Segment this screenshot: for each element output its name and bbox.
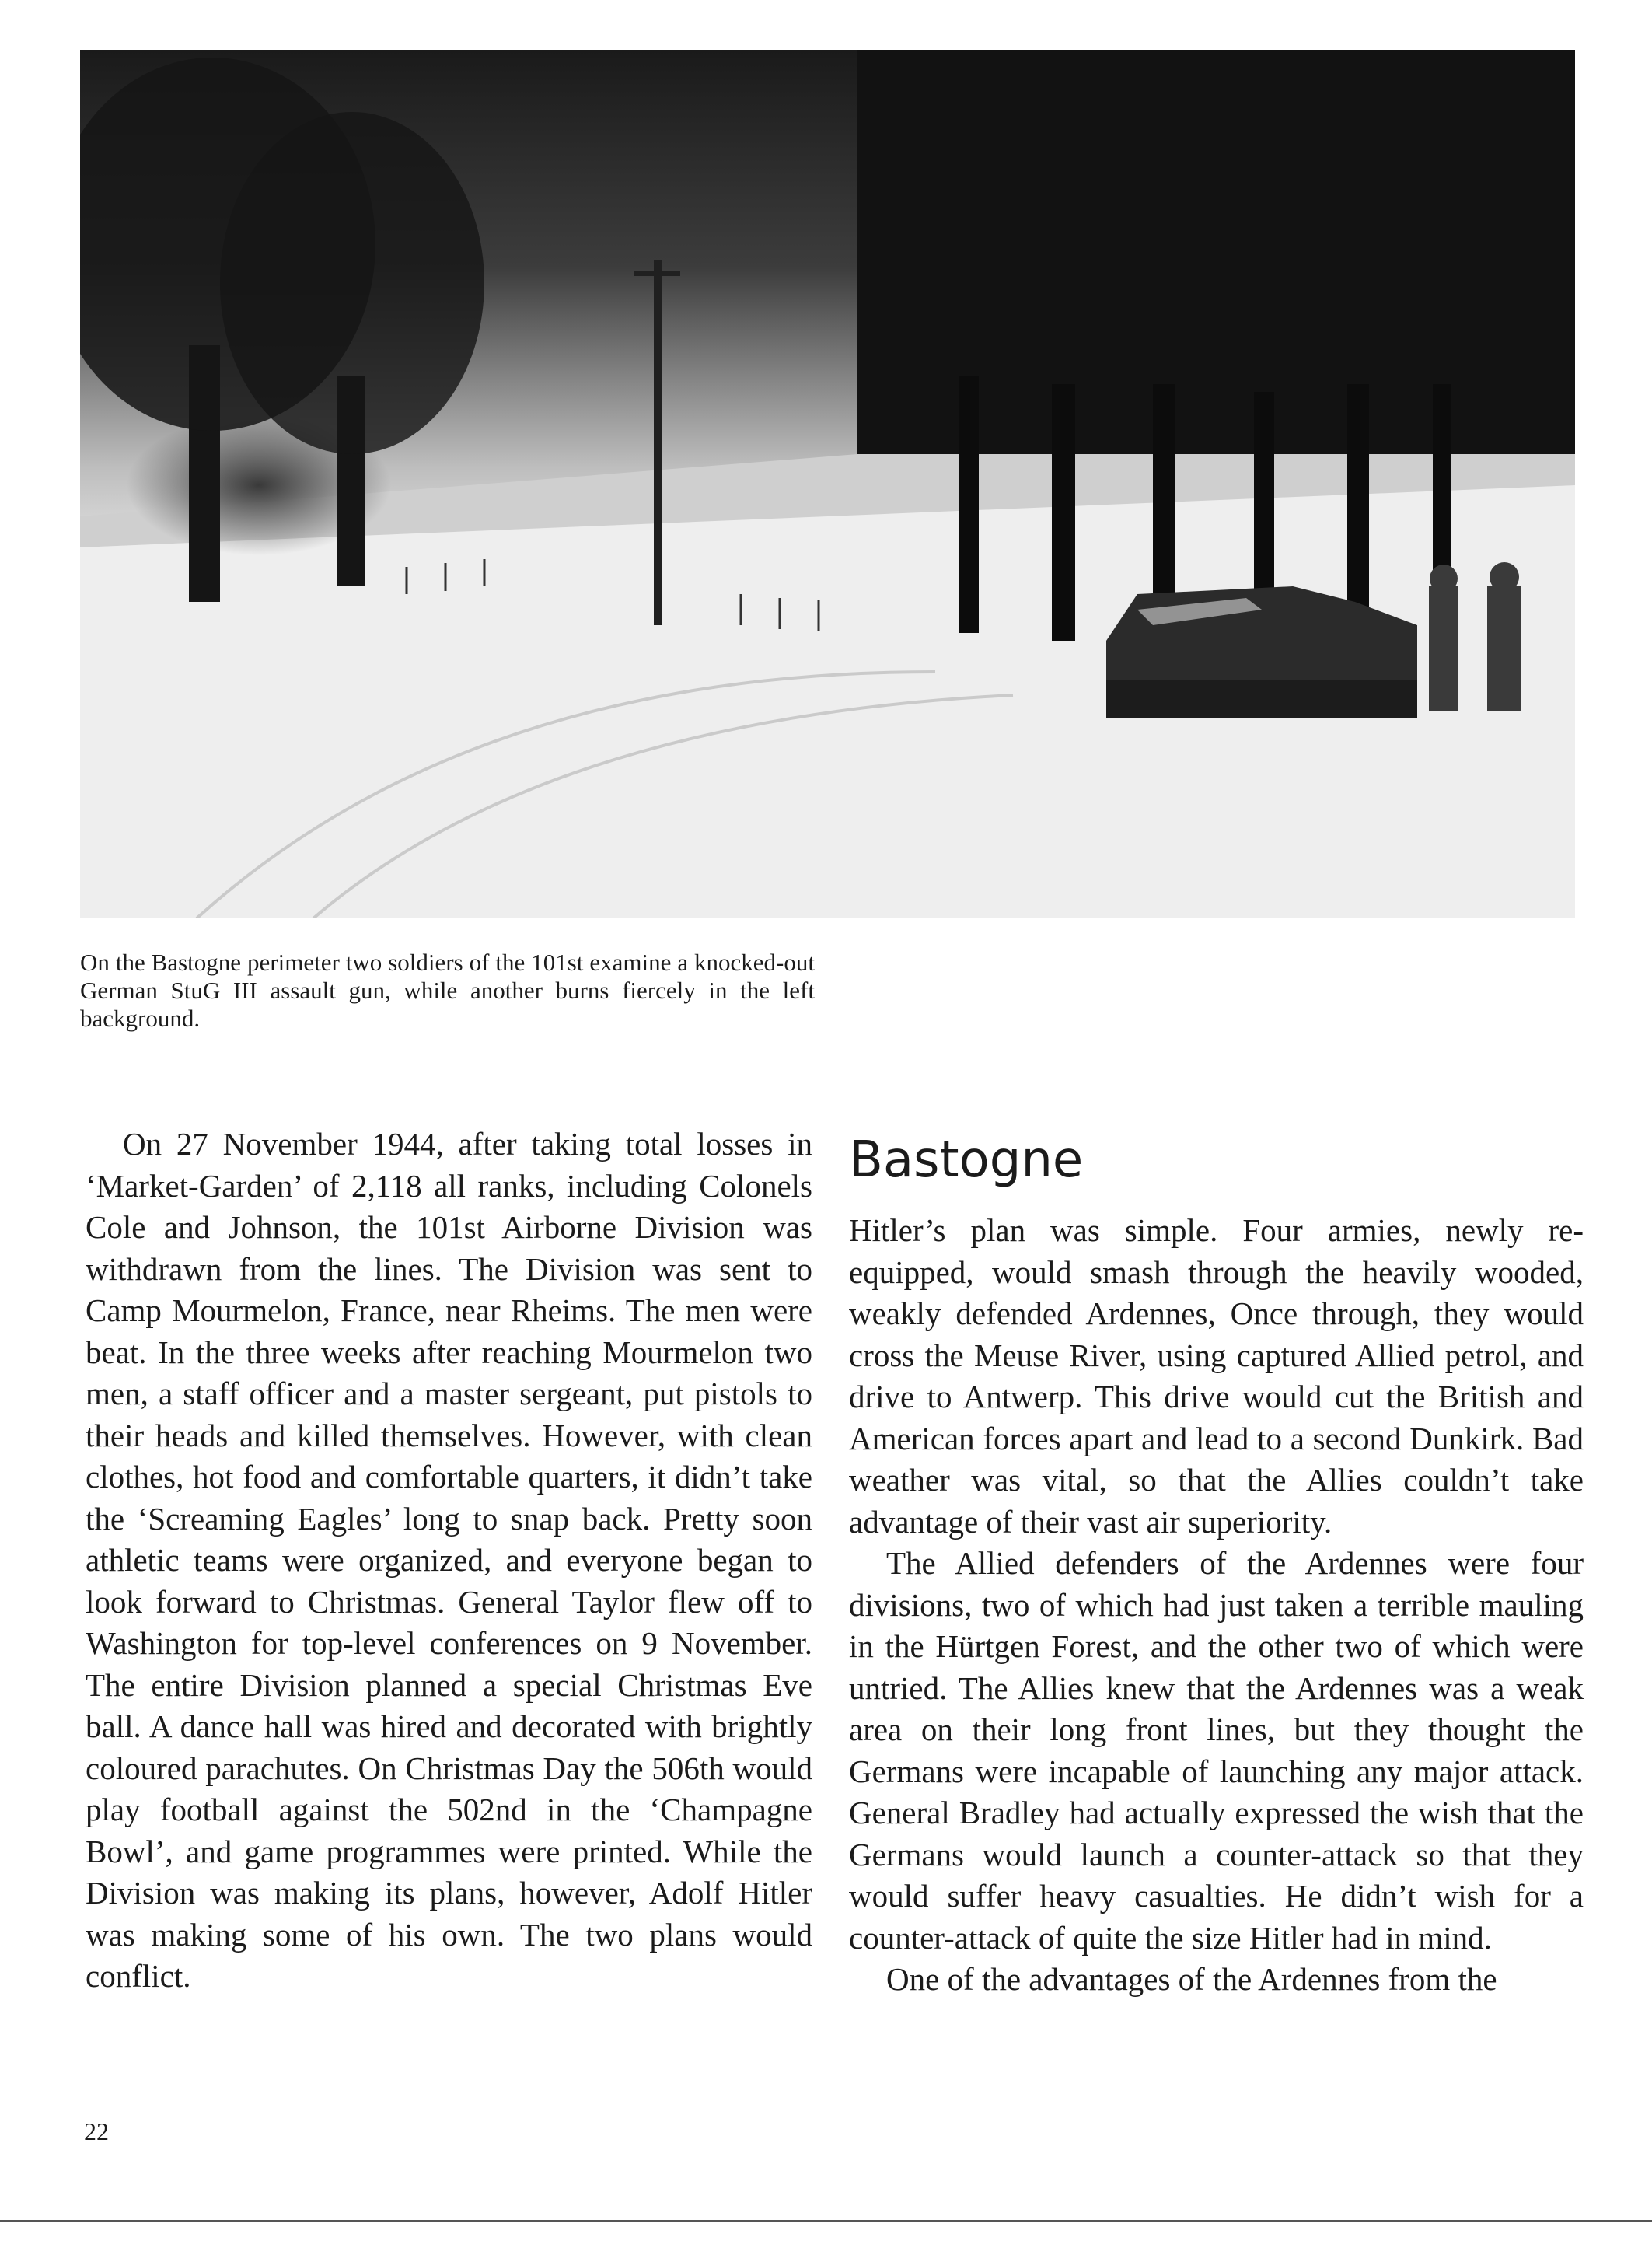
body-paragraph: On 27 November 1944, after taking total losses in ‘Market-Garden’ of 2,118 all ranks, including Colonels Cole and Johnson, the 101st Airborne Division was withdrawn from the lines. The Division was sent to Camp Mourmelon, France, near Rheims. The men were beat. In the three weeks after reaching Mourmelon two men, a staff officer and a master sergeant, put pistols to their heads and killed themselves. However, with clean clothes, hot food and comfortable quarters, it didn’t take the ‘Screaming Eagles’ long to snap back. Pretty soon athletic teams were organized, and everyone began to look forward to Christmas. General Taylor flew off to Washington for top-level conferences on 9 November. The entire Division planned a special Christmas Eve ball. A dance hall was hired and decorated with brightly coloured parachutes. On Christmas Day the 506th would play football against the 502nd in the ‘Champagne Bowl’, and game programmes were printed. While the Division was making its plans, however, Adolf Hitler was making some of his own. The two plans would conflict. (86, 1126, 812, 1994)
photo-caption: On the Bastogne perimeter two soldiers of the 101st examine a knocked-out German StuG III assault gun, while another burns fiercely in the left background. (80, 949, 815, 1032)
body-paragraph: One of the advantages of the Ardennes from the (886, 1961, 1497, 1997)
right-column (849, 1132, 1584, 2001)
telegraph-pole (654, 260, 662, 625)
left-column (86, 1124, 812, 1998)
photo (80, 50, 1575, 918)
section-heading: Bastogne (849, 1131, 1084, 1189)
body-paragraph: Hitler’s plan was simple. Four armies, newly re-equipped, would smash through the heavily wooded, weakly defended Ardennes, Once through, they would cross the Meuse River, using captured Allied petrol, and drive to Antwerp. This drive would cut the British and American forces apart and lead to a second Dunkirk. Bad weather was vital, so that the Allies couldn’t take advantage of their vast air superiority. (849, 1212, 1584, 1540)
bottom-rule (0, 2220, 1652, 2222)
snow-landscape-illustration (80, 50, 1575, 918)
page-number: 22 (84, 2117, 109, 2145)
body-paragraph: The Allied defenders of the Ardennes were four divisions, two of which had just taken a terrible mauling in the Hürtgen Forest, and the other two of which were untried. The Allies knew that the Ardennes was a weak area on their long front lines, but they thought the Germans were incapable of launching any major attack. General Bradley had actually expressed the wish that the Germans would launch a counter-attack so that they would suffer heavy casualties. He didn’t wish for a counter-attack of quite the size Hitler had in mind. (849, 1545, 1584, 1956)
